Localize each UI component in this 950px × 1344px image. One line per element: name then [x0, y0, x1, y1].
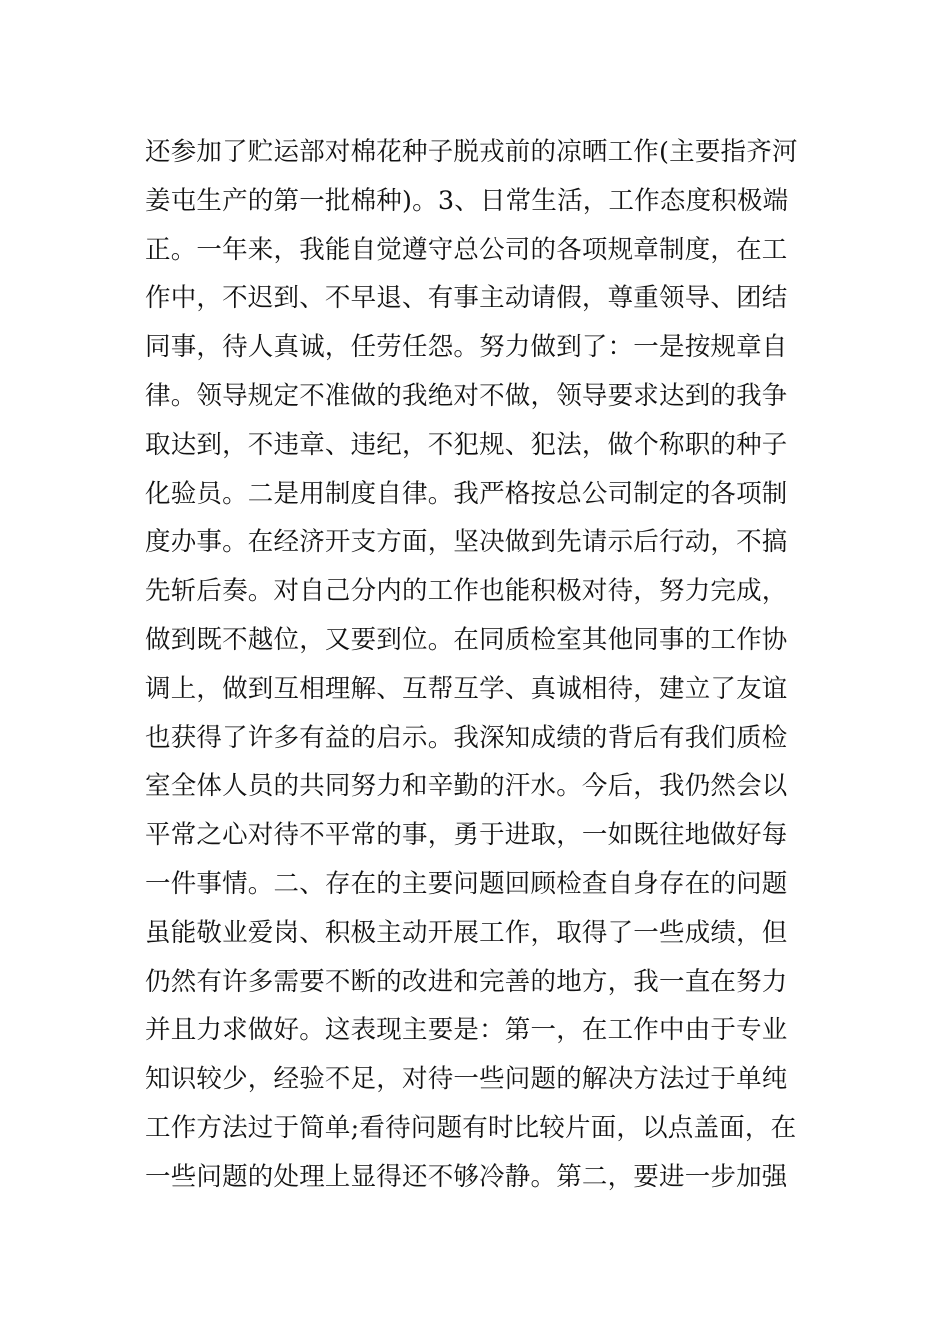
text-line: 知识较少，经验不足，对待一些问题的解决方法过于单纯	[145, 1064, 788, 1095]
text-line: 工作方法过于简单;看待问题有时比较片面，以点盖面，在	[145, 1112, 797, 1143]
text-line: 还参加了贮运部对棉花种子脱戎前的凉晒工作(主要指齐河	[145, 137, 798, 167]
text-line: 姜屯生产的第一批棉种)。3、日常生活，工作态度积极端	[145, 185, 789, 216]
body-text	[145, 128, 815, 1202]
text-line: 做到既不越位，又要到位。在同质检室其他同事的工作协	[145, 624, 788, 655]
text-line: 律。领导规定不准做的我绝对不做，领导要求达到的我争	[145, 380, 788, 411]
text-line: 化验员。二是用制度自律。我严格按总公司制定的各项制	[145, 478, 788, 509]
text-line: 正。一年来，我能自觉遵守总公司的各项规章制度，在工	[145, 234, 788, 265]
text-line: 同事，待人真诚，任劳任怨。努力做到了：一是按规章自	[145, 332, 788, 363]
text-line: 一件事情。二、存在的主要问题回顾检查自身存在的问题	[145, 868, 788, 899]
text-line: 取达到，不违章、违纪，不犯规、犯法，做个称职的种子	[145, 429, 788, 460]
text-line: 虽能敬业爱岗、积极主动开展工作，取得了一些成绩，但	[145, 917, 788, 948]
text-line: 平常之心对待不平常的事，勇于进取，一如既往地做好每	[145, 820, 788, 851]
text-line: 作中，不迟到、不早退、有事主动请假，尊重领导、团结	[145, 283, 788, 314]
text-line: 调上，做到互相理解、互帮互学、真诚相待，建立了友谊	[145, 673, 788, 704]
text-line: 先斩后奏。对自己分内的工作也能积极对待，努力完成，	[145, 576, 788, 607]
text-line: 仍然有许多需要不断的改进和完善的地方，我一直在努力	[145, 966, 788, 997]
text-line: 一些问题的处理上显得还不够冷静。第二，要进一步加强	[145, 1161, 788, 1192]
text-line: 也获得了许多有益的启示。我深知成绩的背后有我们质检	[145, 722, 788, 753]
text-line: 室全体人员的共同努力和辛勤的汗水。今后，我仍然会以	[145, 771, 788, 802]
text-line: 并且力求做好。这表现主要是：第一，在工作中由于专业	[145, 1015, 788, 1046]
text-line: 度办事。在经济开支方面，坚决做到先请示后行动，不搞	[145, 527, 788, 558]
